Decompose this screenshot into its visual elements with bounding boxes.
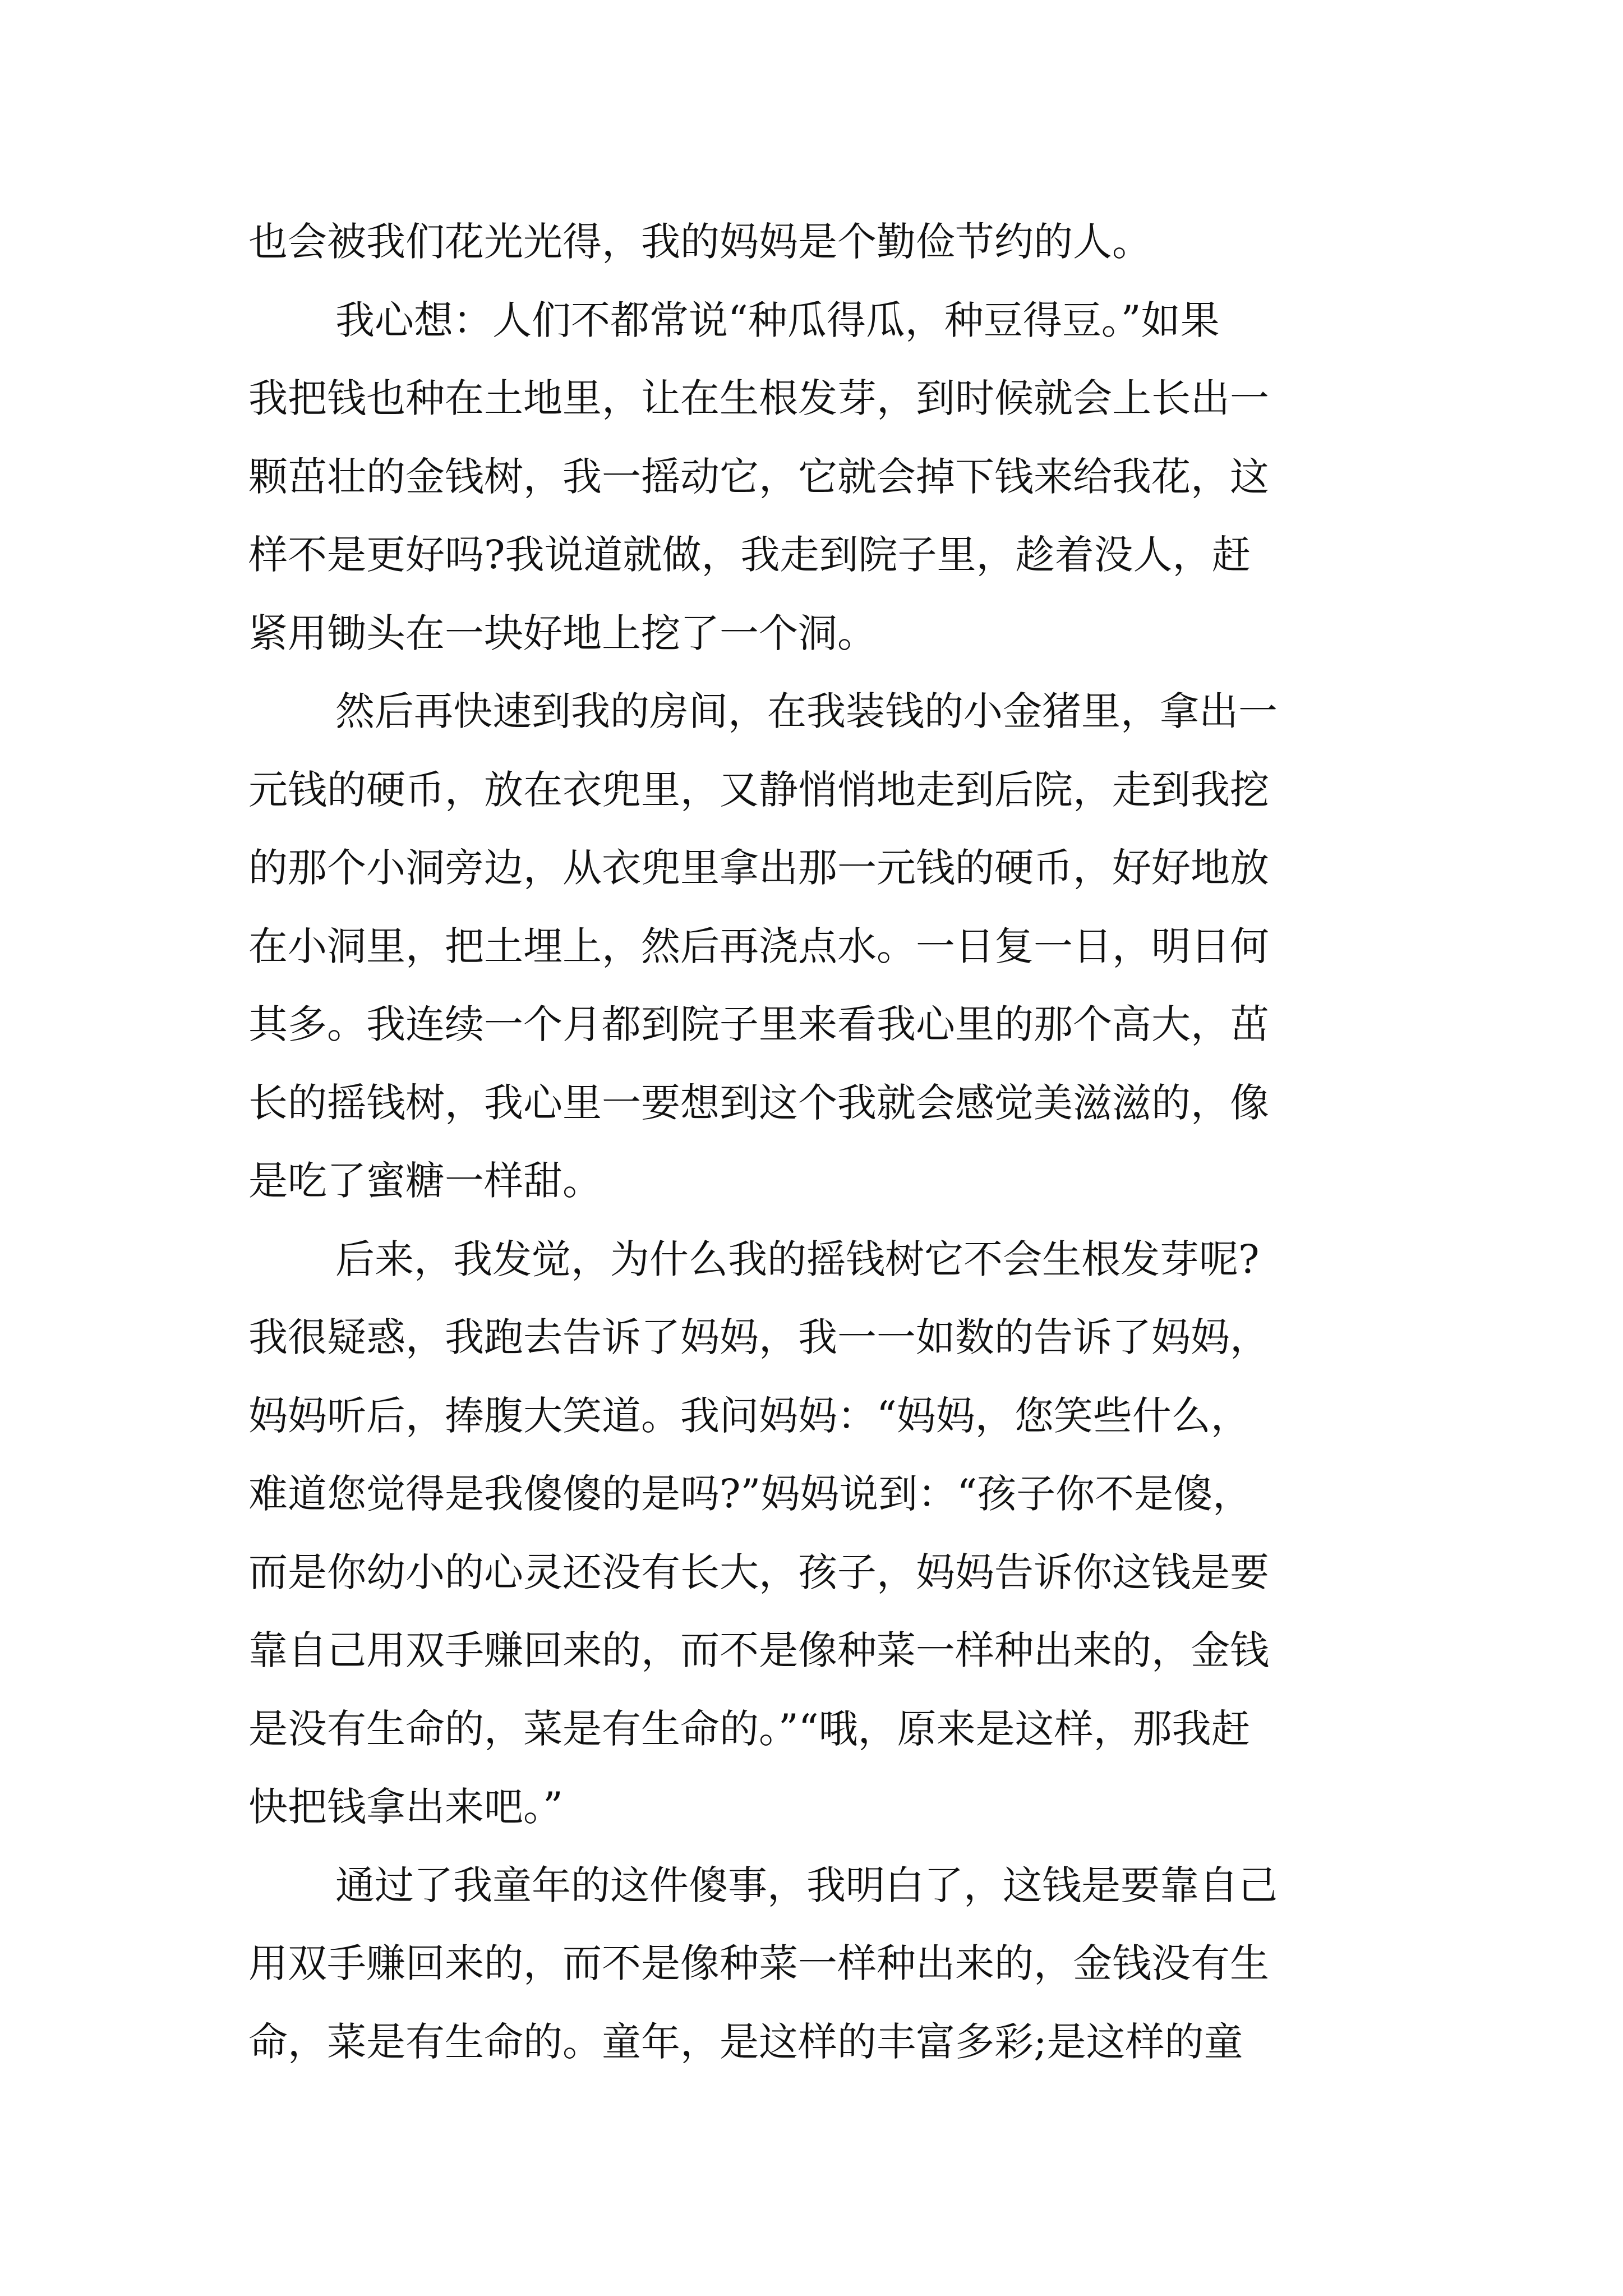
text-line: 颗茁壮的金钱树，我一摇动它，它就会掉下钱来给我花，这: [248, 453, 1269, 500]
text-line: 而是你幼小的心灵还没有长大，孩子，妈妈告诉你这钱是要: [248, 1549, 1269, 1595]
text-line: 后来，我发觉，为什么我的摇钱树它不会生根发芽呢?: [335, 1236, 1260, 1282]
text-line: 我把钱也种在土地里，让在生根发芽，到时候就会上长出一: [248, 375, 1269, 421]
text-line: 通过了我童年的这件傻事，我明白了，这钱是要靠自己: [335, 1862, 1278, 1908]
body-text: [248, 203, 1393, 2081]
text-line: 命，菜是有生命的。童年，是这样的丰富多彩;是这样的童: [248, 2018, 1243, 2065]
paragraph-3: [248, 673, 1393, 1221]
paragraph-5: [248, 1847, 1393, 2082]
text-line: 然后再快速到我的房间，在我装钱的小金猪里，拿出一: [335, 688, 1278, 734]
paragraph-2: [248, 282, 1393, 673]
text-line: 是没有生命的，菜是有生命的。”“哦，原来是这样，那我赶: [248, 1705, 1251, 1752]
text-line: 样不是更好吗?我说道就做，我走到院子里，趁着没人，赶: [248, 532, 1251, 578]
text-line: 紧用锄头在一块好地上挖了一个洞。: [248, 610, 877, 656]
text-line: 元钱的硬币，放在衣兜里，又静悄悄地走到后院，走到我挖: [248, 766, 1269, 813]
text-line: 靠自己用双手赚回来的，而不是像种菜一样种出来的，金钱: [248, 1627, 1269, 1673]
text-line: 我心想：人们不都常说“种瓜得瓜，种豆得豆。”如果: [335, 297, 1220, 343]
text-line: 的那个小洞旁边，从衣兜里拿出那一元钱的硬币，好好地放: [248, 845, 1269, 891]
text-line: 妈妈听后，捧腹大笑道。我问妈妈：“妈妈，您笑些什么，: [248, 1392, 1250, 1439]
paragraph-4: [248, 1221, 1393, 1847]
text-line: 难道您觉得是我傻傻的是吗?”妈妈说到：“孩子你不是傻，: [248, 1471, 1252, 1517]
text-line: 我很疑惑，我跑去告诉了妈妈，我一一如数的告诉了妈妈，: [248, 1314, 1269, 1360]
text-line: 在小洞里，把土埋上，然后再浇点水。一日复一日，明日何: [248, 923, 1269, 969]
text-line: 也会被我们花光光得，我的妈妈是个勤俭节约的人。: [248, 219, 1151, 265]
text-line: 其多。我连续一个月都到院子里来看我心里的那个高大，茁: [248, 1001, 1269, 1047]
text-line: 快把钱拿出来吧。”: [248, 1784, 563, 1830]
paragraph-1: [248, 203, 1393, 282]
text-line: 是吃了蜜糖一样甜。: [248, 1158, 602, 1204]
text-line: 长的摇钱树，我心里一要想到这个我就会感觉美滋滋的，像: [248, 1079, 1269, 1126]
text-line: 用双手赚回来的，而不是像种菜一样种出来的，金钱没有生: [248, 1940, 1269, 1986]
